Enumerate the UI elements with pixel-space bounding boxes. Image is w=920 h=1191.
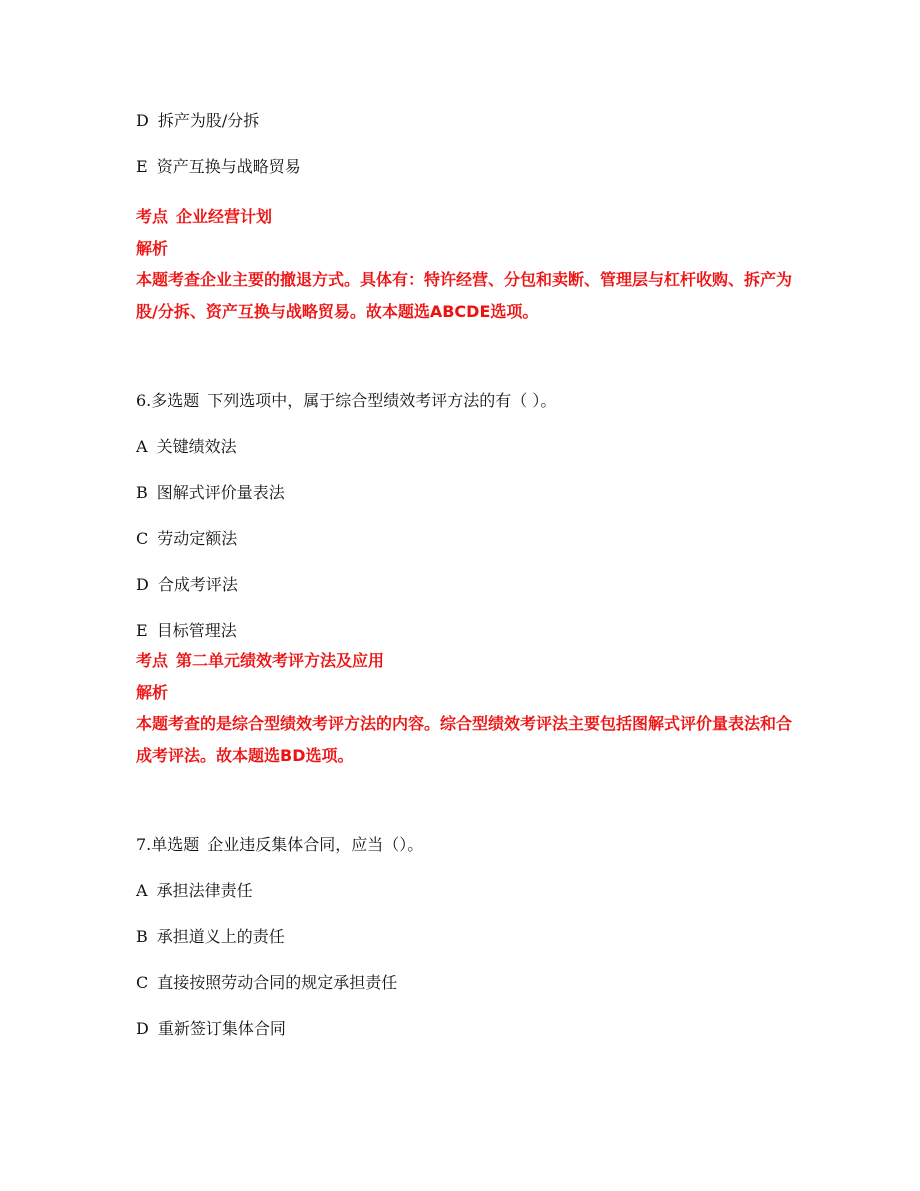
option-text: 直接按照劳动合同的规定承担责任 bbox=[157, 973, 398, 992]
question-type: 单选题 bbox=[151, 835, 200, 854]
option-letter: D bbox=[136, 1019, 149, 1038]
kaodian-text: 第二单元绩效考评方法及应用 bbox=[176, 651, 385, 670]
option-a bbox=[136, 880, 253, 902]
question-stem: 下列选项中，属于综合型绩效考评方法的有（ ）。 bbox=[207, 391, 557, 410]
question-stem: 企业违反集体合同，应当（）。 bbox=[207, 835, 424, 854]
option-text: 承担法律责任 bbox=[156, 881, 253, 900]
option-b bbox=[136, 926, 285, 948]
question-6-header bbox=[136, 390, 556, 412]
option-letter: B bbox=[136, 483, 148, 502]
option-letter: D bbox=[136, 111, 149, 130]
option-text: 重新签订集体合同 bbox=[157, 1019, 286, 1038]
analysis-text: 本题考查的是综合型绩效考评方法的内容。综合型绩效考评法主要包括图解式评价量表法和合成考评法。故本题选BD选项。 bbox=[136, 714, 793, 765]
option-b bbox=[136, 482, 285, 504]
option-text: 资产互换与战略贸易 bbox=[156, 157, 301, 176]
option-a bbox=[136, 436, 237, 458]
option-c bbox=[136, 528, 237, 550]
kaodian-text: 企业经营计划 bbox=[176, 207, 273, 226]
option-d bbox=[136, 574, 238, 596]
option-e bbox=[136, 620, 237, 642]
kaodian-label: 考点 bbox=[136, 651, 169, 670]
option-letter: E bbox=[136, 157, 148, 176]
option-d bbox=[136, 1018, 286, 1040]
question-number: 7. bbox=[136, 835, 152, 854]
option-letter: A bbox=[136, 881, 148, 900]
jiexi-label: 解析 bbox=[136, 239, 169, 258]
option-e bbox=[136, 156, 301, 178]
option-d bbox=[136, 110, 259, 132]
question-7-header bbox=[136, 834, 423, 856]
option-letter: E bbox=[136, 621, 148, 640]
option-text: 关键绩效法 bbox=[156, 437, 237, 456]
option-letter: B bbox=[136, 927, 148, 946]
option-letter: C bbox=[136, 529, 149, 548]
option-letter: D bbox=[136, 575, 149, 594]
kaodian-line bbox=[136, 650, 384, 672]
question-number: 6. bbox=[136, 391, 152, 410]
option-c bbox=[136, 972, 397, 994]
analysis-text: 本题考查企业主要的撤退方式。具体有：特许经营、分包和卖断、管理层与杠杆收购、拆产为股/分拆、资产互换与战略贸易。故本题选ABCDE选项。 bbox=[136, 270, 793, 321]
option-letter: A bbox=[136, 437, 148, 456]
option-text: 承担道义上的责任 bbox=[156, 927, 285, 946]
option-text: 图解式评价量表法 bbox=[156, 483, 285, 502]
option-text: 目标管理法 bbox=[156, 621, 237, 640]
jiexi-label: 解析 bbox=[136, 683, 169, 702]
option-text: 劳动定额法 bbox=[157, 529, 238, 548]
kaodian-line bbox=[136, 206, 272, 228]
option-letter: C bbox=[136, 973, 149, 992]
question-type: 多选题 bbox=[151, 391, 200, 410]
option-text: 合成考评法 bbox=[157, 575, 238, 594]
option-text: 拆产为股/分拆 bbox=[157, 111, 260, 130]
kaodian-label: 考点 bbox=[136, 207, 169, 226]
